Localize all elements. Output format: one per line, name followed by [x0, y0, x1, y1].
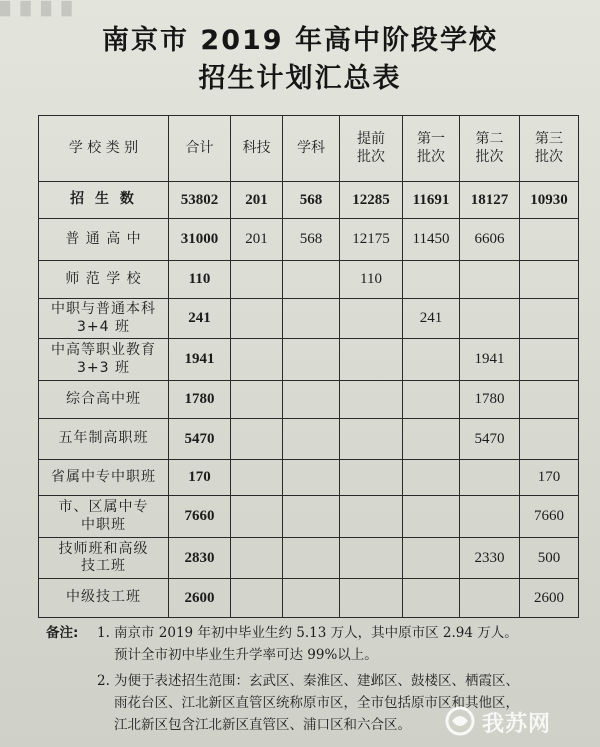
value-cell: 201: [231, 182, 283, 219]
value-cell: [283, 419, 340, 460]
table-row: [39, 261, 579, 299]
school-category-cell: 中高等职业教育 3+3 班: [39, 339, 169, 381]
value-cell: [460, 496, 520, 538]
value-cell: 12175: [340, 219, 403, 261]
header-cell: 第一 批次: [403, 116, 460, 182]
value-cell: [520, 219, 579, 261]
watermark: [440, 703, 590, 739]
total-cell: 31000: [169, 219, 231, 261]
value-cell: 7660: [520, 496, 579, 538]
value-cell: [283, 496, 340, 538]
value-cell: [403, 460, 460, 496]
table-row: [39, 299, 579, 339]
school-category-cell: 省属中专中职班: [39, 460, 169, 496]
total-cell: 2600: [169, 579, 231, 618]
value-cell: [520, 261, 579, 299]
value-cell: [403, 261, 460, 299]
note-index: 2.: [97, 673, 110, 689]
value-cell: [283, 579, 340, 618]
value-cell: [460, 579, 520, 618]
header-cell: 第三 批次: [520, 116, 579, 182]
table-row: [39, 419, 579, 460]
total-cell: 1941: [169, 339, 231, 381]
page-bleed-through: █ █ █ █: [0, 2, 74, 17]
value-cell: 18127: [460, 182, 520, 219]
value-cell: [283, 381, 340, 419]
value-cell: [403, 381, 460, 419]
table-row: [39, 496, 579, 538]
school-category-cell: 综合高中班: [39, 381, 169, 419]
value-cell: [340, 419, 403, 460]
value-cell: 241: [403, 299, 460, 339]
value-cell: [231, 299, 283, 339]
value-cell: [340, 496, 403, 538]
value-cell: [231, 381, 283, 419]
value-cell: [231, 496, 283, 538]
value-cell: 568: [283, 219, 340, 261]
notes-label: 备注:: [46, 625, 79, 641]
value-cell: [340, 460, 403, 496]
school-category-cell: 招 生 数: [39, 182, 169, 219]
school-category-cell: 市、区属中专 中职班: [39, 496, 169, 538]
school-category-cell: 师 范 学 校: [39, 261, 169, 299]
news-logo-icon: [442, 705, 478, 737]
value-cell: [403, 538, 460, 579]
note-index: 1.: [97, 625, 110, 641]
note-text: 预计全市初中毕业生升学率可达 99%以上。: [114, 647, 378, 663]
table-row: [39, 182, 579, 219]
header-cell: 合计: [169, 116, 231, 182]
page-subtitle: 招生计划汇总表: [198, 63, 402, 94]
value-cell: 10930: [520, 182, 579, 219]
table-row: [39, 460, 579, 496]
page-title: 南京市 2019 年高中阶段学校: [102, 25, 498, 56]
value-cell: [340, 299, 403, 339]
header-cell: 第二 批次: [460, 116, 520, 182]
school-category-cell: 中职与普通本科 3+4 班: [39, 299, 169, 339]
total-cell: 110: [169, 261, 231, 299]
value-cell: [231, 460, 283, 496]
total-cell: 170: [169, 460, 231, 496]
value-cell: [340, 538, 403, 579]
total-cell: 53802: [169, 182, 231, 219]
value-cell: [231, 261, 283, 299]
header-cell: 提前 批次: [340, 116, 403, 182]
value-cell: 6606: [460, 219, 520, 261]
value-cell: [231, 419, 283, 460]
header-cell: 学科: [283, 116, 340, 182]
table-row: [39, 579, 579, 618]
enrollment-plan-table: [38, 115, 579, 618]
value-cell: 568: [283, 182, 340, 219]
value-cell: [283, 460, 340, 496]
school-category-cell: 技师班和高级 技工班: [39, 538, 169, 579]
value-cell: 110: [340, 261, 403, 299]
school-category-cell: 中级技工班: [39, 579, 169, 618]
total-cell: 241: [169, 299, 231, 339]
value-cell: 1941: [460, 339, 520, 381]
total-cell: 5470: [169, 419, 231, 460]
total-cell: 1780: [169, 381, 231, 419]
value-cell: [340, 339, 403, 381]
header-cell: 学 校 类 别: [39, 116, 169, 182]
value-cell: [460, 299, 520, 339]
value-cell: 2600: [520, 579, 579, 618]
value-cell: [340, 381, 403, 419]
header-cell: 科技: [231, 116, 283, 182]
value-cell: [283, 299, 340, 339]
value-cell: 12285: [340, 182, 403, 219]
note-text: 江北新区包含江北新区直管区、浦口区和六合区。: [114, 717, 411, 733]
watermark-text: 我苏网: [482, 712, 552, 737]
value-cell: [520, 339, 579, 381]
value-cell: 11691: [403, 182, 460, 219]
value-cell: 2330: [460, 538, 520, 579]
value-cell: [520, 381, 579, 419]
value-cell: [403, 496, 460, 538]
total-cell: 2830: [169, 538, 231, 579]
value-cell: [520, 299, 579, 339]
table-row: [39, 538, 579, 579]
value-cell: 500: [520, 538, 579, 579]
value-cell: 170: [520, 460, 579, 496]
note-text: 为便于表述招生范围：玄武区、秦淮区、建邺区、鼓楼区、栖霞区、: [114, 673, 519, 689]
value-cell: [403, 339, 460, 381]
value-cell: [403, 419, 460, 460]
value-cell: [520, 419, 579, 460]
table-row: [39, 219, 579, 261]
value-cell: [283, 261, 340, 299]
note-text: 南京市 2019 年初中毕业生约 5.13 万人，其中原市区 2.94 万人。: [114, 625, 518, 641]
value-cell: [231, 538, 283, 579]
value-cell: [460, 261, 520, 299]
value-cell: [403, 579, 460, 618]
total-cell: 7660: [169, 496, 231, 538]
value-cell: 5470: [460, 419, 520, 460]
value-cell: [231, 339, 283, 381]
table-row: [39, 339, 579, 381]
school-category-cell: 普 通 高 中: [39, 219, 169, 261]
value-cell: 201: [231, 219, 283, 261]
note-text: 雨花台区、江北新区直管区统称原市区，全市包括原市区和其他区，: [114, 695, 519, 711]
table-header-row: [39, 116, 579, 182]
value-cell: [283, 538, 340, 579]
value-cell: 1780: [460, 381, 520, 419]
value-cell: [460, 460, 520, 496]
value-cell: [231, 579, 283, 618]
value-cell: [283, 339, 340, 381]
value-cell: [340, 579, 403, 618]
school-category-cell: 五年制高职班: [39, 419, 169, 460]
table-row: [39, 381, 579, 419]
value-cell: 11450: [403, 219, 460, 261]
